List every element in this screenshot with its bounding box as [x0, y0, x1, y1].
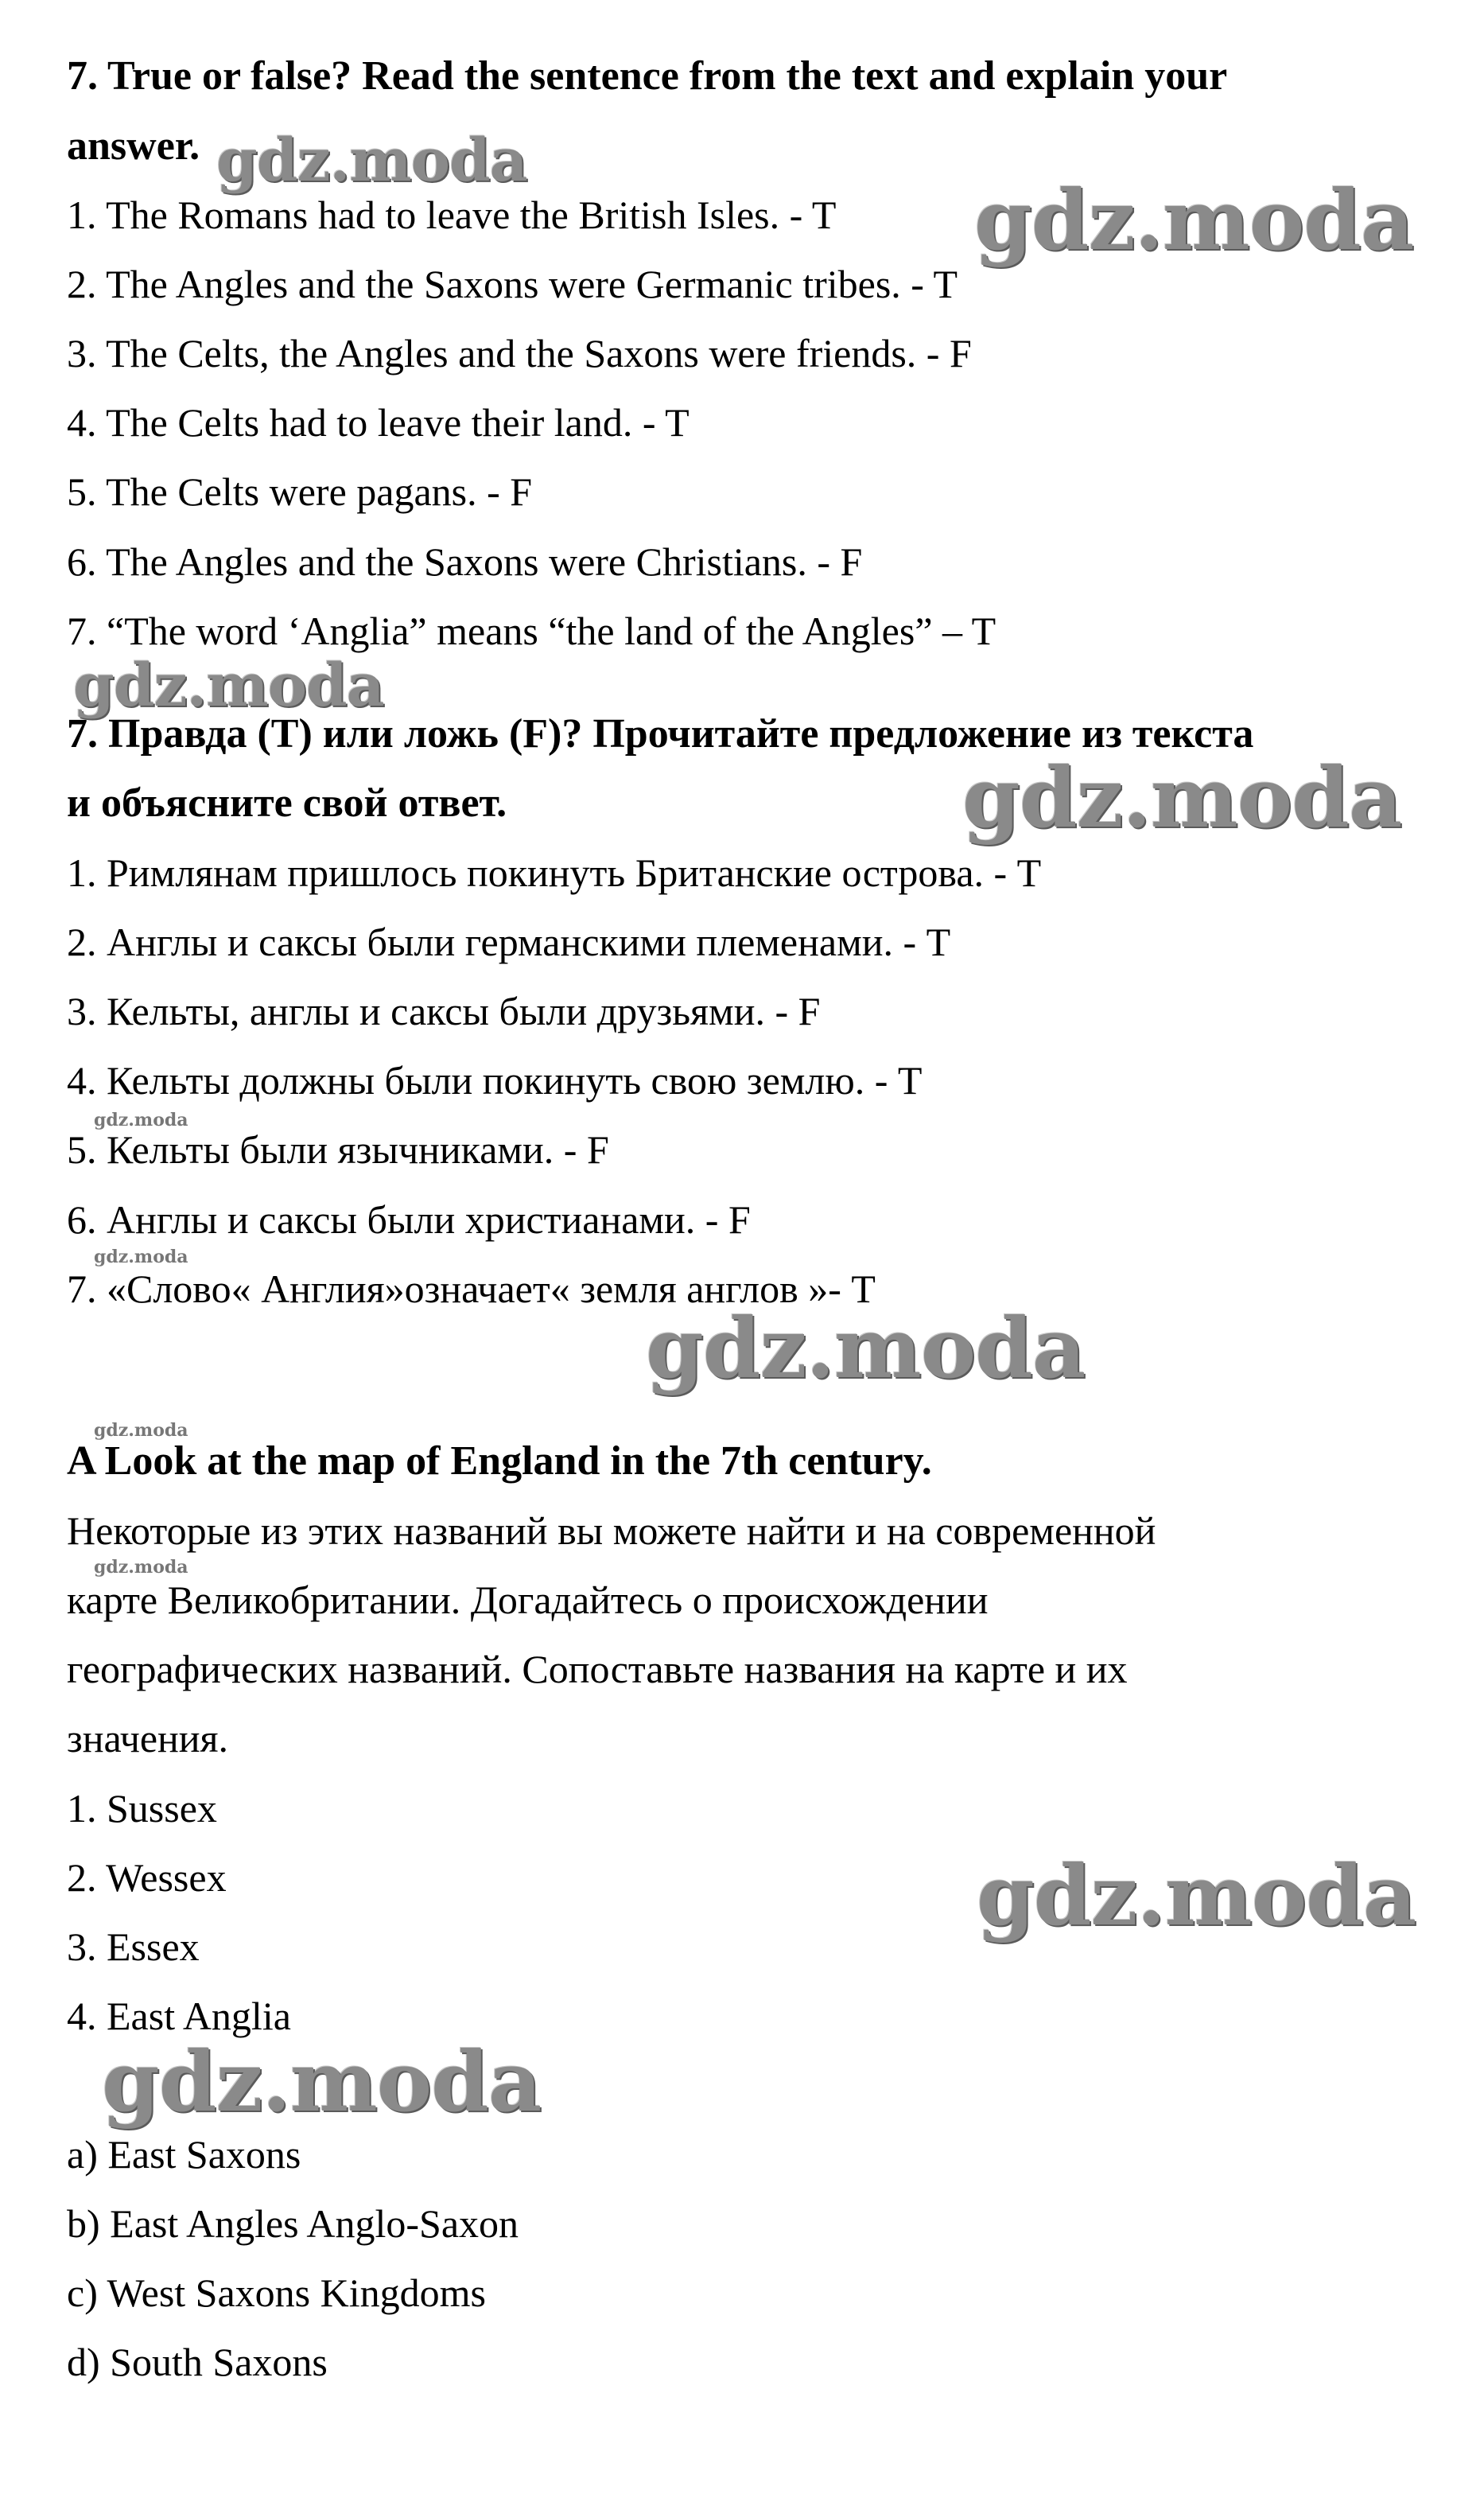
paragraph-line: Некоторые из этих названий вы можете найти и на современной	[67, 1508, 1156, 1553]
list-item: d) South Saxons	[67, 2340, 328, 2384]
watermark: gdz.moda	[94, 1110, 188, 1130]
list-item: 3. Essex	[67, 1924, 200, 1969]
list-item: 4. Кельты должны были покинуть свою землю. - T	[67, 1058, 923, 1103]
list-item: a) East Saxons	[67, 2132, 301, 2177]
section-ru-heading-line2: и объясните свой ответ.	[67, 780, 507, 826]
section-map-heading: A Look at the map of England in the 7th century.	[67, 1438, 932, 1484]
section-ru-heading-line1: 7. Правда (T) или ложь (F)? Прочитайте предложение из текста	[67, 711, 1254, 757]
list-item: 5. The Celts were pagans. - F	[67, 469, 533, 514]
list-item: 2. Wessex	[67, 1855, 227, 1900]
watermark: gdz.moda	[216, 126, 527, 195]
watermark: gdz.moda	[646, 1299, 1086, 1397]
watermark: gdz.moda	[94, 1420, 188, 1441]
list-item: 6. The Angles and the Saxons were Christians. - F	[67, 539, 863, 584]
list-item: 7. «Слово« Англия»означает« земля англов »- T	[67, 1266, 876, 1311]
paragraph-line: значения.	[67, 1716, 229, 1761]
list-item: 1. The Romans had to leave the British Isles. - T	[67, 193, 837, 237]
watermark: gdz.moda	[977, 1846, 1416, 1944]
list-item: c) West Saxons Kingdoms	[67, 2270, 486, 2315]
paragraph-line: карте Великобритании. Догадайтесь о происхождении	[67, 1578, 989, 1622]
list-item: 2. Англы и саксы были германскими племенами. - T	[67, 920, 951, 964]
list-item: 1. Римлянам пришлось покинуть Британские острова. - T	[67, 850, 1042, 895]
watermark: gdz.moda	[73, 652, 384, 720]
list-item: 5. Кельты были язычниками. - F	[67, 1127, 609, 1172]
paragraph-line: географических названий. Сопоставьте названия на карте и их	[67, 1647, 1128, 1691]
watermark: gdz.moda	[94, 1247, 188, 1267]
list-item: 7. “The word ‘Anglia” means “the land of the Angles” – T	[67, 609, 996, 653]
list-item: 4. East Anglia	[67, 1994, 291, 2038]
list-item: 3. The Celts, the Angles and the Saxons were friends. - F	[67, 331, 972, 375]
list-item: b) East Angles Anglo-Saxon	[67, 2201, 519, 2246]
list-item: 1. Sussex	[67, 1786, 217, 1831]
list-item: 3. Кельты, англы и саксы были друзьями. - F	[67, 989, 821, 1033]
list-item: 4. The Celts had to leave their land. - T	[67, 400, 690, 445]
list-item: 6. Англы и саксы были христианами. - F	[67, 1197, 751, 1242]
list-item: 2. The Angles and the Saxons were Germanic tribes. - T	[67, 262, 958, 306]
watermark: gdz.moda	[94, 1557, 188, 1578]
watermark: gdz.moda	[962, 749, 1402, 846]
section-en-heading-line1: 7. True or false? Read the sentence from the text and explain your	[67, 53, 1228, 99]
section-en-heading-line2: answer.	[67, 123, 200, 169]
watermark: gdz.moda	[974, 171, 1414, 269]
watermark: gdz.moda	[102, 2033, 542, 2130]
